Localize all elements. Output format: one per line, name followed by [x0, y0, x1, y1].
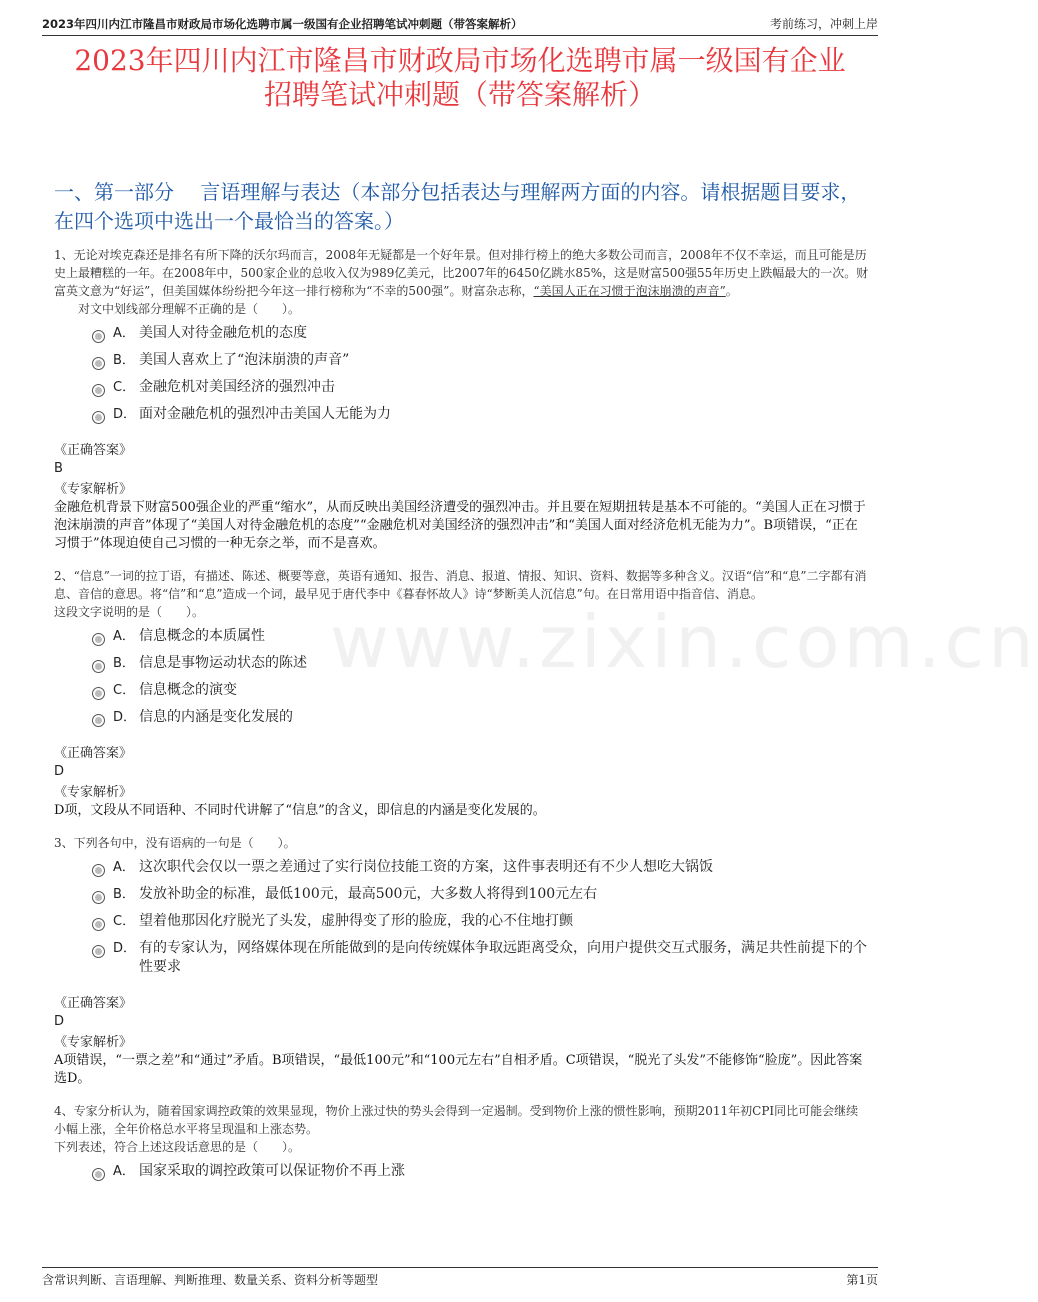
header-slogan: 考前练习，冲刺上岸: [769, 17, 878, 31]
running-header: [42, 10, 878, 36]
question-stem: 3、下列各句中，没有语病的一句是（ ）。: [54, 836, 296, 850]
answer-label: 《正确答案》: [54, 443, 133, 458]
page-number: 第1页: [846, 1273, 878, 1287]
option-a[interactable]: A． 这次职代会仅以一票之差通过了实行岗位技能工资的方案，这件事表明还有不少人想吃大锅饭: [92, 858, 870, 877]
option-c[interactable]: C． 望着他那因化疗脱光了头发，虚肿得变了形的脸庞，我的心不住地打颤: [92, 912, 870, 931]
radio-icon[interactable]: [92, 330, 105, 343]
question-1: [54, 246, 870, 553]
radio-icon[interactable]: [92, 891, 105, 904]
option-b[interactable]: B． 信息是事物运动状态的陈述: [92, 654, 870, 673]
option-c[interactable]: C． 信息概念的演变: [92, 681, 870, 700]
analysis-label: 《专家解析》: [54, 785, 133, 800]
option-b[interactable]: B． 美国人喜欢上了“泡沫崩溃的声音”: [92, 351, 870, 370]
question-prompt: 这段文字说明的是（ ）。: [54, 605, 205, 619]
answer-value: D: [54, 1014, 65, 1029]
question-stem: 4、专家分析认为，随着国家调控政策的效果显现，物价上涨过快的势头会得到一定遏制。受到物价上涨的惯性影响，预期2011年初CPI同比可能会继续小幅上涨，全年价格总水平将呈现温和上涨态势。: [54, 1104, 859, 1136]
radio-icon[interactable]: [92, 945, 105, 958]
question-3: [54, 834, 870, 1088]
underlined-phrase: “美国人正在习惯于泡沫崩溃的声音”: [533, 284, 726, 298]
analysis-label: 《专家解析》: [54, 1035, 133, 1050]
document-title: [40, 44, 880, 112]
question-2: [54, 567, 870, 820]
radio-icon[interactable]: [92, 384, 105, 397]
radio-icon[interactable]: [92, 687, 105, 700]
radio-icon[interactable]: [92, 714, 105, 727]
option-a[interactable]: A． 信息概念的本质属性: [92, 627, 870, 646]
analysis-text: D项，文段从不同语种、不同时代讲解了“信息”的含义，即信息的内涵是变化发展的。: [54, 803, 546, 818]
title-line-2: 招聘笔试冲刺题（带答案解析）: [263, 78, 656, 111]
answer-label: 《正确答案》: [54, 996, 133, 1011]
question-stem: 2、“信息”一词的拉丁语，有描述、陈述、概要等意，英语有通知、报告、消息、报道、情报、知识、资料、数据等多种含义。汉语“信”和“息”二字都有消息、音信的意思。将“信”和“息”造成一个词，最早见于唐代李中《暮春怀故人》诗“梦断美人沉信息”句。在日常用语中指音信、消息。: [54, 569, 867, 601]
radio-icon[interactable]: [92, 357, 105, 370]
option-list: [54, 627, 870, 727]
section-heading: 一、第一部分 言语理解与表达（本部分包括表达与理解两方面的内容。请根据题目要求，在四个选项中选出一个最恰当的答案。）: [54, 180, 861, 233]
question-prompt: 下列表述，符合上述这段话意思的是（ ）。: [54, 1140, 301, 1154]
analysis-label: 《专家解析》: [54, 482, 133, 497]
radio-icon[interactable]: [92, 411, 105, 424]
title-line-1: 2023年四川内江市隆昌市财政局市场化选聘市属一级国有企业: [74, 44, 846, 77]
radio-icon[interactable]: [92, 918, 105, 931]
radio-icon[interactable]: [92, 633, 105, 646]
option-a[interactable]: A． 国家采取的调控政策可以保证物价不再上涨: [92, 1162, 870, 1181]
radio-icon[interactable]: [92, 1168, 105, 1181]
answer-label: 《正确答案》: [54, 746, 133, 761]
answer-value: B: [54, 461, 63, 476]
option-list: [54, 324, 870, 424]
answer-value: D: [54, 764, 65, 779]
analysis-text: A项错误，“一票之差”和“通过”矛盾。B项错误，“最低100元”和“100元左右”自相矛盾。C项错误，“脱光了头发”不能修饰“脸庞”。因此答案选D。: [54, 1053, 863, 1086]
option-d[interactable]: D． 有的专家认为，网络媒体现在所能做到的是向传统媒体争取远距离受众，向用户提供交互式服务，满足共性前提下的个性要求: [92, 939, 870, 977]
question-4: [54, 1102, 870, 1181]
option-b[interactable]: B． 发放补助金的标准，最低100元，最高500元，大多数人将得到100元左右: [92, 885, 870, 904]
radio-icon[interactable]: [92, 864, 105, 877]
option-d[interactable]: D． 面对金融危机的强烈冲击美国人无能为力: [92, 405, 870, 424]
question-stem: 1、无论对埃克森还是排名有所下降的沃尔玛而言，2008年无疑都是一个好年景。但对排行榜上的绝大多数公司而言，2008年不仅不幸运，而且可能是历史上最糟糕的一年。在2008年中，500家企业的总收入仅为989亿美元，比2007年的6450亿跳水85%，这是财富500强55年历史上跌幅最大的一次。财富英文意为“好运”，但美国媒体纷纷把今年这一排行榜称为“不幸的500强”。财富杂志称，“美国人正在习惯于泡沫崩溃的声音”。: [54, 248, 869, 298]
question-prompt: 对文中划线部分理解不正确的是（ ）。: [78, 302, 301, 316]
option-d[interactable]: D． 信息的内涵是变化发展的: [92, 708, 870, 727]
option-a[interactable]: A． 美国人对待金融危机的态度: [92, 324, 870, 343]
option-list: [54, 858, 870, 977]
radio-icon[interactable]: [92, 660, 105, 673]
footer-description: 含常识判断、言语理解、判断推理、数量关系、资料分析等题型: [42, 1273, 379, 1287]
option-c[interactable]: C． 金融危机对美国经济的强烈冲击: [92, 378, 870, 397]
running-footer: [42, 1267, 878, 1288]
header-doc-title: 2023年四川内江市隆昌市财政局市场化选聘市属一级国有企业招聘笔试冲刺题（带答案解析）: [42, 17, 523, 31]
question-list: [54, 246, 870, 1195]
watermark: www.zixin.com.cn: [330, 600, 1038, 684]
analysis-text: 金融危机背景下财富500强企业的严重“缩水”，从而反映出美国经济遭受的强烈冲击。并且要在短期扭转是基本不可能的。“美国人正在习惯于泡沫崩溃的声音”体现了“美国人对待金融危机的态度”“金融危机对美国经济的强烈冲击”和“美国人面对经济危机无能为力”。B项错误，“正在习惯于”体现迫使自己习惯的一种无奈之举，而不是喜欢。: [54, 500, 866, 551]
option-list: [54, 1162, 870, 1181]
